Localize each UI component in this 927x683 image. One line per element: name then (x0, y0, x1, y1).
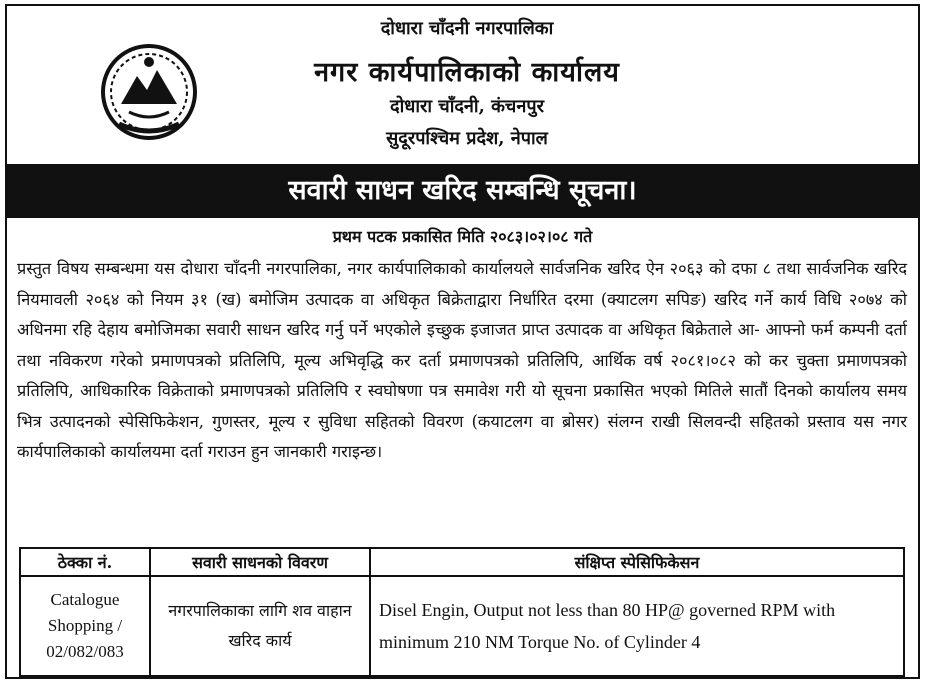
notice-frame (5, 4, 920, 679)
office-province: सुदूरपश्चिम प्रदेश, नेपाल (386, 128, 548, 149)
office-name: नगर कार्यपालिकाको कार्यालय (314, 57, 620, 88)
letterhead (7, 6, 918, 162)
municipality-name: दोधारा चाँदनी नगरपालिका (380, 18, 554, 39)
header-vehicle-description: सवारी साधनको विवरण (150, 548, 370, 576)
table-header-row (20, 548, 904, 576)
publication-date: प्रथम पटक प्रकासित मिति २०८३।०२।०८ गते (332, 227, 593, 246)
specification-cell: Disel Engin, Output not less than 80 HP@ governed RPM with minimum 210 NM Torque No. of Cylinder 4 (370, 576, 904, 676)
table-row (20, 576, 904, 676)
procurement-table (19, 547, 905, 677)
notice-body: प्रस्तुत विषय सम्बन्धमा यस दोधारा चाँदनी नगरपालिका, नगर कार्यपालिकाको कार्यालयले सार्वजनिक खरिद ऐन २०६३ को दफा ८ तथा सार्वजनिक खरिद नियमावली २०६४ को नियम ३१ (ख) बमोजिम उत्पादक वा अधिकृत बिक्रेताद्वारा निर्धारित दरमा (क्याटलग सपिङ) खरिद गर्ने कार्य विधि २०७४ को अधिनमा रहि देहाय बमोजिमका सवारी साधन खरिद गर्नु पर्ने भएकोले इच्छुक इजाजत प्राप्त उत्पादक वा अधिकृत बिक्रेताले आ- आफ्नो फर्म कम्पनी दर्ता तथा नविकरण गरेको प्रमाणपत्रको प्रतिलिपि, मूल्य अभिवृद्धि कर दर्ता प्रमाणपत्रको प्रतिलिपि, आर्थिक वर्ष २०८१।०८२ को कर चुक्ता प्रमाणपत्रको प्रतिलिपि, आधिकारिक विक्रेताको प्रमाणपत्रको प्रतिलिपि र स्वघोषणा पत्र समावेश गरी यो सूचना प्रकासित भएको मितिले सातौं दिनको कार्यालय समय भित्र उत्पादनको स्पेसिफिकेशन, गुणस्तर, मूल्य र सुविधा सहितको विवरण (कयाटलग वा ब्रोसर) संलग्न राखी सिलवन्दी सहितको प्रस्ताव यस नगर कार्यपालिकाको कार्यालयमा दर्ता गराउन हुन जानकारी गराइन्छ। (17, 259, 907, 461)
vehicle-description-cell: नगरपालिकाका लागि शव वाहान खरिद कार्य (150, 576, 370, 676)
header-contract-no: ठेक्का नं. (20, 548, 150, 576)
office-address: दोधारा चाँदनी, कंचनपुर (390, 96, 544, 117)
notice-title: सवारी साधन खरिद सम्बन्धि सूचना। (7, 164, 918, 218)
nepal-government-emblem-icon (99, 42, 199, 142)
contract-number-cell: Catalogue Shopping / 02/082/083 (20, 576, 150, 676)
header-specification: संक्षिप्त स्पेसिफिकेसन (370, 548, 904, 576)
